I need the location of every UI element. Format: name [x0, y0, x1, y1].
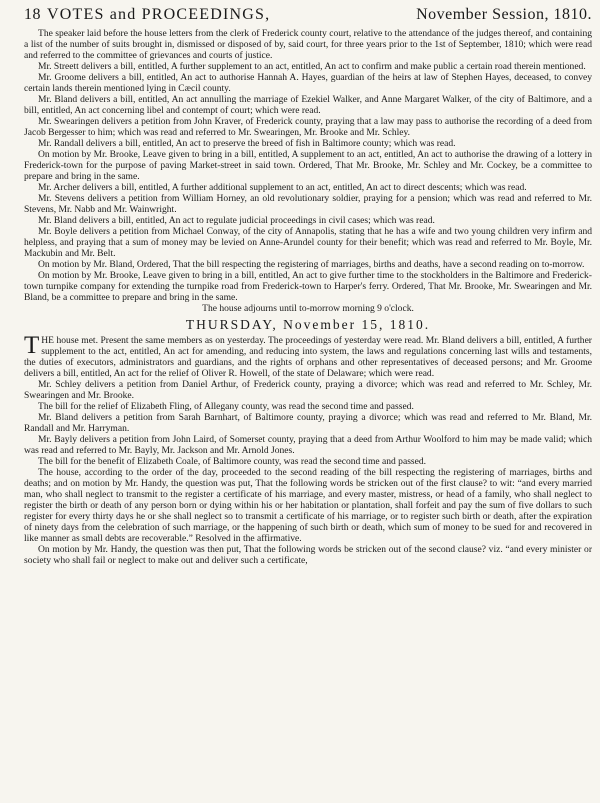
paragraph: Mr. Bayly delivers a petition from John Laird, of Somerset county, praying that a deed from Arthur Woolford to him may be made valid; which was read and referred to Mr. Bayly, Mr. Jackson and Mr. Arnold Jones.: [24, 434, 592, 456]
opening-paragraph: [24, 332, 592, 379]
paragraph: On motion by Mr. Handy, the question was then put, That the following words be stricken out of the second clause? viz. “and every minister or society who shall fail or neglect to make out and deliver such a certificate,: [24, 544, 592, 566]
paragraph: Mr. Boyle delivers a petition from Michael Conway, of the city of Annapolis, stating that he has a wife and two young children very infirm and helpless, and praying that a sum of money may be levied on Anne-Arundel county for their benefit; which was read and referred to Mr. Boyle, Mr. Mackubin and Mr. Belt.: [24, 226, 592, 259]
paragraph: Mr. Schley delivers a petition from Daniel Arthur, of Frederick county, praying a divorce; which was read and referred to Mr. Schley, Mr. Swearingen and Mr. Brooke.: [24, 379, 592, 401]
page-number: 18: [24, 6, 41, 23]
paragraph: The house, according to the order of the day, proceeded to the second reading of the bill respecting the registering of marriages, births and deaths; and on motion by Mr. Handy, the question was put, That the following words be stricken out of the first clause? to wit: “and every married man, who shall neglect to transmit to the register a certificate of his marriage, and every master, mistress, or head of a family, who shall neglect to register the birth or death of any person born or dying within his or her habitation or plantation, shall forfeit and pay the sum of five dollars to such register for every thirty days he or she shall neglect so to transmit a certificate of his marriage, or to register such birth or death, after the expiration of ninety days from the celebration of such marriage, or the happening of such birth or death, which sum of money to be sued for and recovered in like manner as small debts are recoverable.” Resolved in the affirmative.: [24, 467, 592, 544]
paragraph: On motion by Mr. Bland, Ordered, That the bill respecting the registering of marriages, births and deaths, have a second reading on to-morrow.: [38, 259, 585, 270]
paragraph: Mr. Archer delivers a bill, entitled, A further additional supplement to an act, entitled, An act to direct descents; which was read.: [38, 182, 527, 193]
paragraph: Mr. Randall delivers a bill, entitled, An act to preserve the breed of fish in Baltimore county; which was read.: [38, 138, 456, 149]
paragraph: The bill for the relief of Elizabeth Fling, of Allegany county, was read the second time and passed.: [38, 401, 414, 412]
paragraph: Mr. Streett delivers a bill, entitled, A further supplement to an act, entitled, An act to confirm and make public a certain road therein mentioned.: [38, 61, 586, 72]
adjournment-line: The house adjourns until to-morrow morning 9 o'clock.: [202, 303, 414, 314]
paragraph: Mr. Stevens delivers a petition from William Horney, an old revolutionary soldier, praying for a pension; which was read and referred to Mr. Stevens, Mr. Nabb and Mr. Wainwright.: [24, 193, 592, 215]
session-label: November Session, 1810.: [416, 6, 592, 23]
paragraph: The bill for the benefit of Elizabeth Coale, of Baltimore county, was read the second time and passed.: [38, 456, 427, 467]
paragraph: Mr. Bland delivers a petition from Sarah Barnhart, of Baltimore county, praying a divorce; which was read and referred to Mr. Bland, Mr. Randall and Mr. Harryman.: [24, 412, 592, 434]
paragraph: Mr. Bland delivers a bill, entitled, An act to regulate judicial proceedings in civil cases; which was read.: [38, 215, 435, 226]
journal-body-thursday: [24, 332, 592, 566]
paragraph: Mr. Groome delivers a bill, entitled, An act to authorise Hannah A. Hayes, guardian of the heirs at law of Stephen Hayes, deceased, to convey certain lands therein mentioned lying in Cæcil county.: [24, 72, 592, 94]
paragraph: On motion by Mr. Brooke, Leave given to bring in a bill, entitled, A supplement to an act, entitled, An act to authorise the drawing of a lottery in Frederick-town for the purpose of paving Market-street in said town. Ordered, That Mr. Brooke, Mr. Schley and Mr. Cockey, be a committee to prepare and bring in the same.: [24, 149, 592, 182]
journal-body: [24, 28, 592, 314]
paragraph: On motion by Mr. Brooke, Leave given to bring in a bill, entitled, An act to give further time to the stockholders in the Baltimore and Frederick-town turnpike company for extending the turnpike road from Frederick-town to Harper's ferry. Ordered, That Mr. Brooke, Mr. Swearingen and Mr. Bland, be a committee to prepare and bring in the same.: [24, 270, 592, 303]
paragraph: Mr. Bland delivers a bill, entitled, An act annulling the marriage of Ezekiel Walker, and Anne Margaret Walker, of the city of Baltimore, and a bill, entitled, An act concerning libel and contempt of court; which were read.: [24, 94, 592, 116]
paragraph: Mr. Swearingen delivers a petition from John Kraver, of Frederick county, praying that a law may pass to authorise the recording of a deed from Jacob Bergesser to him; which was read and referred to Mr. Swearingen, Mr. Brooke and Mr. Schley.: [24, 116, 592, 138]
running-header: [24, 6, 592, 24]
paragraph: The speaker laid before the house letters from the clerk of Frederick county court, relative to the attendance of the judges thereof, and containing a list of the number of suits brought in, dismissed or disposed of by, said court, for three years prior to the 1st of September, 1810; which were read and referred to the committee of grievances and courts of justice.: [24, 28, 592, 61]
opening-text: HE house met. Present the same members as on yesterday. The proceedings of yesterday were read. Mr. Bland delivers a bill, entitled, A further supplement to the act, entitled, An act for amending, and reducing into system, the laws and regulations concerning last wills and testaments, the duties of executors, administrators and guardians, and the rights of orphans and other representatives of deceased persons; and Mr. Groome delivers a bill, entitled, An act for the relief of Oliver R. Howell, of the state of Delaware; which were read.: [24, 335, 592, 379]
running-title: VOTES and PROCEEDINGS,: [47, 6, 271, 23]
day-heading: THURSDAY, November 15, 1810.: [185, 317, 431, 332]
drop-cap: T: [24, 332, 40, 359]
